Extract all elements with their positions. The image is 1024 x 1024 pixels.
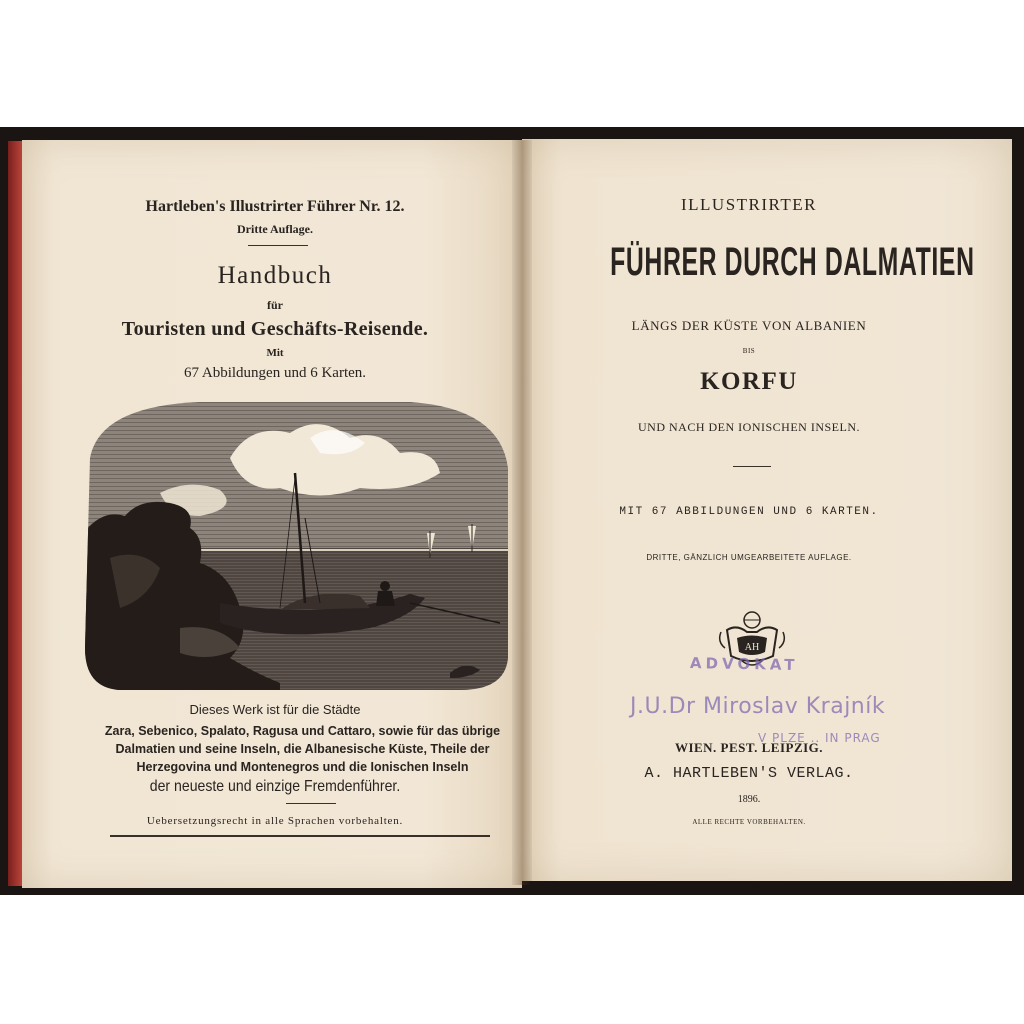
cities-paragraph: Zara, Sebenico, Spalato, Ragusa und Cattaro, sowie für das übrige Dalmatien und seine Inseln, die Albanesische Küste, Theile der Herzegovina und Montenegros und die Ionischen Inseln <box>104 724 501 774</box>
stamp-place: V PLZE .. IN PRAG <box>758 731 881 745</box>
audience-heading: Touristen und Geschäfts-Reisende. <box>121 318 429 340</box>
bottom-rule <box>110 835 490 837</box>
fuer-label: für <box>267 298 283 312</box>
illustrations-count: 67 Abbildungen und 6 Karten. <box>183 365 367 381</box>
divider <box>733 466 771 467</box>
divider <box>286 803 336 804</box>
illustrations-note: MIT 67 ABBILDUNGEN UND 6 KARTEN. <box>619 506 879 518</box>
stamp-owner-name: J.U.Dr Miroslav Krajník <box>630 694 886 719</box>
subtitle-coast: LÄNGS DER KÜSTE VON ALBANIEN <box>631 318 867 333</box>
mit-label: Mit <box>266 347 284 359</box>
publisher-name: A. HARTLEBEN'S VERLAG. <box>644 765 854 782</box>
divider <box>248 245 308 246</box>
korfu-heading: KORFU <box>700 368 798 395</box>
translation-rights: Uebersetzungsrecht in alle Sprachen vorbehalten. <box>146 815 404 827</box>
tagline: der neueste und einzige Fremdenführer. <box>149 778 401 795</box>
title-prefix: ILLUSTRIRTER <box>681 195 817 214</box>
publication-year: 1896. <box>737 794 761 805</box>
bis-label: BIS <box>742 347 756 355</box>
svg-text:AH: AH <box>744 642 760 653</box>
handbuch-heading: Handbuch <box>217 262 333 289</box>
rights-reserved: ALLE RECHTE VORBEHALTEN. <box>692 818 806 826</box>
engraving-boat-illustration <box>80 398 510 693</box>
series-title: Hartleben's Illustrirter Führer Nr. 12. <box>145 198 405 215</box>
edition-label: Dritte Auflage. <box>237 222 313 236</box>
intro-line: Dieses Werk ist für die Städte <box>189 702 361 717</box>
subtitle-islands: UND NACH DEN IONISCHEN INSELN. <box>638 420 860 434</box>
publisher-cities: WIEN. PEST. LEIPZIG. <box>674 740 824 755</box>
main-title: FÜHRER DURCH DALMATIEN <box>610 240 975 284</box>
stamp-advokat: ADVOKAT <box>689 654 799 674</box>
edition-note: DRITTE, GÄNZLICH UMGEARBEITETE AUFLAGE. <box>646 553 852 562</box>
